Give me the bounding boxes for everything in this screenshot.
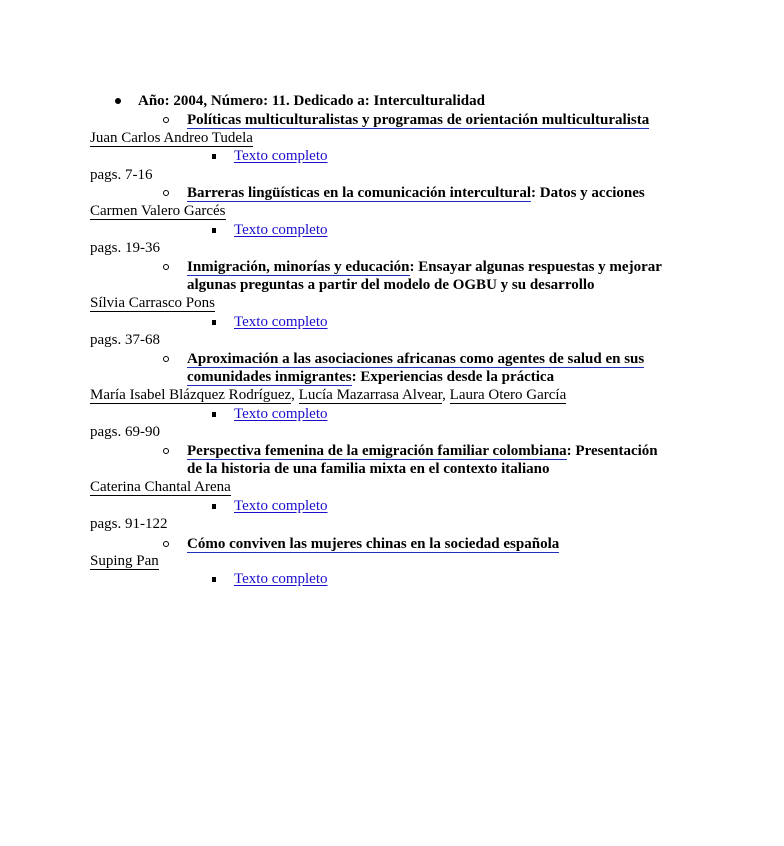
article-authors [90,294,215,312]
square-bullet-icon [212,154,216,159]
issue-heading: Año: 2004, Número: 11. Dedicado a: Interculturalidad [138,93,485,109]
article-title-continued [187,368,554,386]
circle-bullet-icon [163,448,169,454]
article-title [187,258,662,276]
full-text-link[interactable]: Texto completo [234,148,328,164]
full-text-item [234,313,328,331]
article-title-continued: algunas preguntas a partir del modelo de OGBU y su desarrollo [187,277,595,293]
circle-bullet-icon [163,264,169,270]
disc-bullet-icon [115,98,121,104]
article-title-rest: : Datos y acciones [531,185,645,201]
author-link[interactable]: Laura Otero García [449,387,567,403]
article-title-link[interactable]: Barreras lingüísticas en la comunicación intercultural [187,185,532,201]
full-text-item [234,147,328,165]
article-title-link[interactable]: Cómo conviven las mujeres chinas en la sociedad española [187,536,560,552]
author-link[interactable]: Lucía Mazarrasa Alvear [298,387,443,403]
article-title-link[interactable]: Inmigración, minorías y educación [187,259,410,275]
author-link[interactable]: Carmen Valero Garcés [90,203,226,219]
square-bullet-icon [212,504,216,509]
article-pages: pags. 69-90 [90,424,160,440]
author-separator: , [442,387,450,403]
full-text-link[interactable]: Texto completo [234,222,328,238]
author-link[interactable]: Juan Carlos Andreo Tudela [90,130,253,146]
article-title-continued: de la historia de una familia mixta en el contexto italiano [187,461,550,477]
full-text-link[interactable]: Texto completo [234,406,328,422]
full-text-item [234,497,328,515]
article-authors [90,129,253,147]
article-title-link[interactable]: Aproximación a las asociaciones africanas como agentes de salud en sus [187,351,645,367]
circle-bullet-icon [163,190,169,196]
author-link[interactable]: Sílvia Carrasco Pons [90,295,215,311]
article-title-rest: : Presentación [566,443,658,459]
article-title [187,184,645,202]
article-title [187,535,559,553]
circle-bullet-icon [163,117,169,123]
full-text-item [234,570,328,588]
article-authors [90,386,566,404]
article-pages: pags. 7-16 [90,167,153,183]
circle-bullet-icon [163,541,169,547]
author-link[interactable]: Suping Pan [90,553,159,569]
article-pages: pags. 37-68 [90,332,160,348]
full-text-link[interactable]: Texto completo [234,498,328,514]
article-pages: pags. 19-36 [90,240,160,256]
square-bullet-icon [212,228,216,233]
article-title-link[interactable]: Políticas multiculturalistas y programas de orientación multiculturalista [187,112,650,128]
full-text-link[interactable]: Texto completo [234,571,328,587]
article-title-rest: : Ensayar algunas respuestas y mejorar [409,259,662,275]
author-link[interactable]: Caterina Chantal Arena [90,479,231,495]
article-title-link[interactable]: comunidades inmigrantes [187,369,352,385]
article-title [187,111,649,129]
article-pages: pags. 91-122 [90,516,168,532]
square-bullet-icon [212,320,216,325]
circle-bullet-icon [163,356,169,362]
author-link[interactable]: María Isabel Blázquez Rodríguez [90,387,292,403]
article-authors [90,552,159,570]
full-text-link[interactable]: Texto completo [234,314,328,330]
article-title-link[interactable]: Perspectiva femenina de la emigración familiar colombiana [187,443,567,459]
article-title [187,350,644,368]
square-bullet-icon [212,412,216,417]
author-separator: , [291,387,299,403]
article-authors [90,478,231,496]
article-title-rest: : Experiencias desde la práctica [351,369,555,385]
full-text-item [234,221,328,239]
article-title [187,442,658,460]
article-authors [90,202,226,220]
square-bullet-icon [212,577,216,582]
full-text-item [234,405,328,423]
